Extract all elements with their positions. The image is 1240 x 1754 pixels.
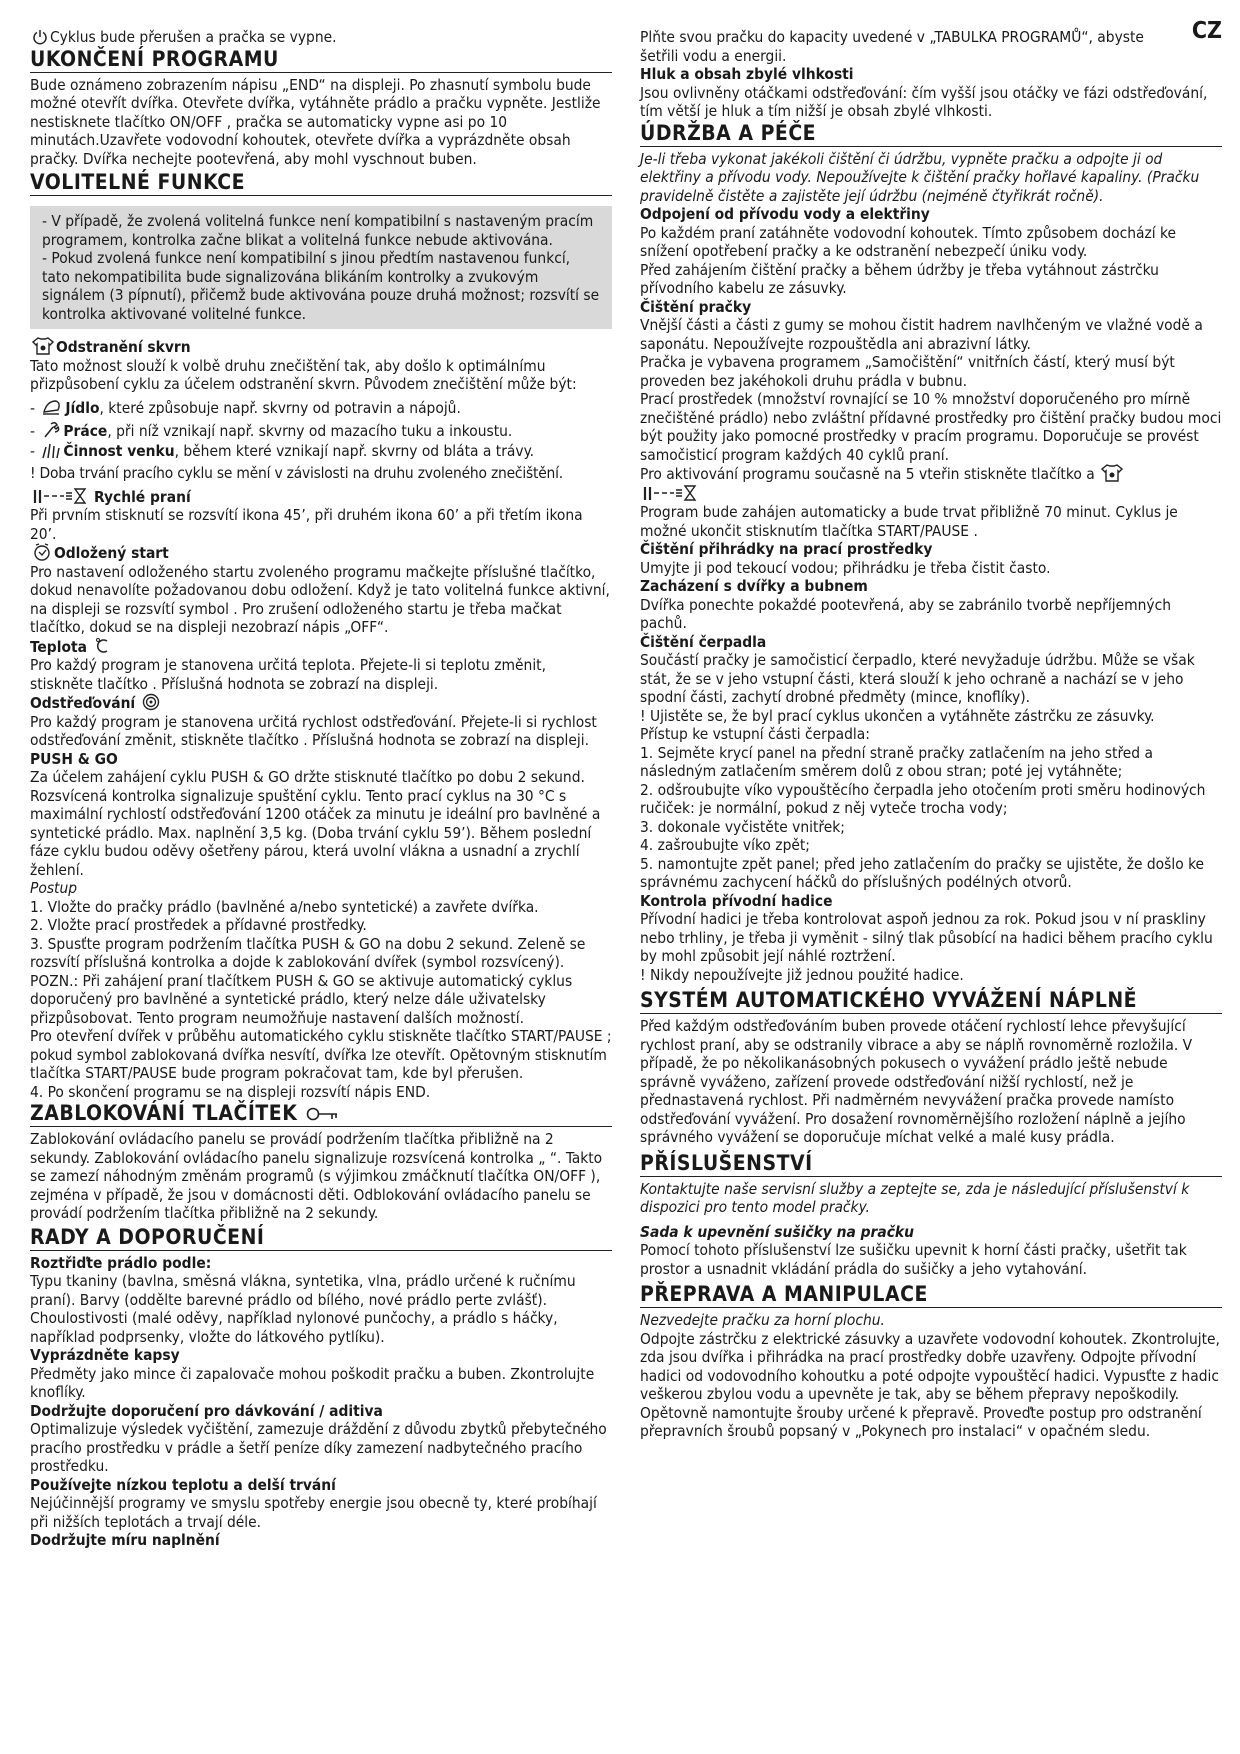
low-temp-heading: Používejte nízkou teplotu a delší trvání [30,1475,336,1494]
stain-removal-text: Tato možnost slouží k volbě druhu znečištění tak, aby došlo k optimálnímu přizpůsobení cyklu za účelem odstranění skvrn. Původem znečištění může být: [30,356,577,393]
balance-text: Před každým odstřeďováním buben provede otáčení rychlostí lehce převyšující rychlost praní, aby se odstranily vibrace a aby se náplň rovnoměrně rozložila. V případě, že po několikanásobných pokusech o vyvážení prádlo ještě nebude správně vyváženo, zařízení provede odstřeďování nižší rychlostí, než je přednastavená rychlost. Při nadměrném nevyvážení pračka provede namísto odstřeďování vyvážení. Pro dosažení rovnoměrnějšího rozložení náplně a jejího správného vyvážení se doporučuje míchat velké a malé kusy prádla. [640,1017,1193,1146]
noise-text: Jsou ovlivněny otáčkami odstřeďování: čím vyšší jsou otáčky ve fázi odstřeďování, tím větší je hluk a tím nižší je obsah zbylé vlhkosti. [640,83,1208,120]
drawer-heading: Čištění přihrádky na prací prostředky [640,540,933,558]
wrench-icon [41,421,61,439]
push-go-heading: PUSH & GO [30,749,118,768]
delay-start-text: Pro nastavení odloženého startu zvoleného programu mačkejte příslušné tlačítko, dokud nenavolíte požadovanou dobu odložení. Když je tato volitelná funkce aktivní, na displeji se rozsvítí symbol . Pro zrušení odloženého startu je třeba mačkat tlačítko, dokud se na displeji nezobrazí nápis „OFF“. [30,562,610,636]
spin-heading: Odstřeďování [30,693,612,713]
maintenance-intro: Je-li třeba vykonat jakékoli čištění či údržbu, vypněte pračku a odpojte ji od elektřiny a přívodu vody. Nepoužívejte k čištění pračky hořlavé kapaliny. (Pračku pravidelně čistěte a zajistěte její údržbu (nejméně čtyřikrát ročně). [640,149,1200,205]
load-text: Plňte svou pračku do kapacity uvedené v „TABULKA PROGRAMŮ“, abyste šetřili vodu a energii. [640,28,1144,65]
door-heading: Zacházení s dvířky a bubnem [640,577,868,595]
hose-heading: Kontrola přívodní hadice [640,891,833,910]
procedure-label: Postup [30,879,78,897]
sort-text: Typu tkaniny (bavlna, směsná vlákna, syntetika, vlna, prádlo určené k ručnímu praní). Barvy (oddělte barevné prádlo od bílého, nové prádlo perte zvlášť). Choulostivosti (malé oděvy, například nylonové punčochy, a prádlo s háčky, například podprsenky, vložte do látkového pytlíku). [30,1272,576,1346]
push-open-door: Pro otevření dvířek v průběhu automatického cyklu stiskněte tlačítko START/PAUSE ; pokud symbol zablokovaná dvířka nesvítí, dvířka lze otevřít. Opětovným stisknutím tlačítka START/PAUSE bude program pokračovat tam, kde byl přerušen. [30,1027,612,1082]
right-column [640,28,1222,1441]
pump-step-2: 2. odšroubujte víko vypouštěcího čerpadla jeho otočením proti směru hodinových ručiček: je normální, pokud z něj vyteče trocha vody; [640,780,1206,817]
note-line-2: - Pokud zvolená funkce není kompatibilní s jinou předtím nastavenou funkcí, tato nekompatibilita bude signalizována blikáním kontrolky a zvukovým signálem (3 pípnutí), přičemž bude aktivována pouze druhá možnost; rozsvítí se kontrolka aktivované volitelné funkce. [42,249,600,323]
push-step-4: 4. Po skončení programu se na displeji rozsvítí nápis END. [30,1082,431,1101]
disconnect-heading: Odpojení od přívodu vody a elektřiny [640,205,930,223]
food-icon [41,398,63,416]
cleaning-heading: Čištění pračky [640,297,752,316]
spin-icon [142,693,160,711]
push-step-1: 1. Vložte do pračky prádlo (bavlněné a/nebo syntetické) a zavřete dvířka. [30,897,539,916]
transport-subtitle: Nezvedejte pračku za horní plochu. [640,1311,885,1329]
push-step-2: 2. Vložte prací prostředek a přídavné prostředky. [30,916,367,934]
grass-icon [41,441,61,459]
language-code: CZ [1191,18,1222,44]
dosage-text: Optimalizuje výsledek vyčištění, zamezuje dráždění z důvodu zbytků přebytečného pracího prostředku v prádle a šetří peníze díky zamezení nadbytečného pracího prostředku. [30,1420,607,1475]
key-lock-heading: ZABLOKOVÁNÍ TLAČÍTEK [30,1101,612,1127]
noise-heading: Hluk a obsah zbylé vlhkosti [640,65,854,83]
sort-heading: Roztřiďte prádlo podle: [30,1253,212,1272]
quick-wash-icon [32,487,92,505]
stain-removal-heading: Odstranění skvrn [30,337,612,357]
cleaning-quick-icon-line [640,484,1222,504]
stain-outdoor-line: - Činnost venku, během které vznikají např. skvrny od bláta a trávy. [30,441,534,460]
stain-duration-note: ! Doba trvání pracího cyklu se mění v závislosti na druhu zvoleného znečištění. [30,464,563,482]
load-heading: Dodržujte míru naplnění [30,1531,220,1549]
pockets-text: Předměty jako mince či zapalovače mohou poškodit pračku a buben. Zkontrolujte knoflíky. [30,1364,595,1401]
cleaning-text-3: Prací prostředek (množství rovnající se 10 % množství doporučeného pro mírně znečištěné prádlo) nebo zvláštní přídavné prostředky pro čištění pračky budou moci být použity jako pomocné prostředky v pracím programu. Doporučuje se provést samočisticí program každých 40 cyklů praní. [640,390,1222,464]
kit-heading: Sada k upevnění sušičky na pračku [640,1222,914,1241]
stain-shirt-icon [1101,464,1123,482]
disconnect-text-1: Po každém praní zatáhněte vodovodní kohoutek. Tímto způsobem dochází ke snížení opotřebení pračky a ke odstranění nebezpečí úniku vody. [640,223,1176,260]
push-note: POZN.: Při zahájení praní tlačítkem PUSH & GO se aktivuje automatický cyklus doporučený pro bavlněné a syntetické prádlo, který nelze dále uživatelsky přizpůsobovat. Tento program neumožňuje nastavení dalších možností. [30,971,573,1027]
dosage-heading: Dodržujte doporučení pro dávkování / aditiva [30,1401,383,1420]
compatibility-note [30,206,612,329]
hose-warning: ! Nikdy nepoužívejte již jednou použité hadice. [640,965,964,984]
cleaning-text-2: Pračka je vybavena programem „Samočištění“ vnitřních částí, který musí být proveden bez jakéhokoli druhu prádla v bubnu. [640,353,1175,390]
cleaning-text-5: Program bude zahájen automaticky a bude trvat přibližně 70 minut. Cyklus je možné ukončit stisknutím tlačítka START/PAUSE . [640,503,1178,540]
temperature-icon [94,637,110,655]
end-program-text: Bude oznámeno zobrazením nápisu „END“ na displeji. Po zhasnutí symbolu bude možné otevřít dvířka. Otevřete dvířka, vytáhněte prádlo a pračku vypněte. Jestliže nestisknete tlačítko ON/OFF , pračka se automaticky vypne asi po 10 minutách.Uzavřete vodovodní kohoutek, otevřete dvířka a vyprázdněte obsah pračky. Dvířka nechejte pootevřená, aby mohl vyschnout buben. [30,75,601,168]
note-line-1: - V případě, že zvolená volitelná funkce není kompatibilní s nastaveným pracím programem, kontrolka začne blikat a volitelná funkce nebude aktivována. [42,212,594,249]
kit-text: Pomocí tohoto příslušenství lze sušičku upevnit k horní části pračky, ušetřit tak prostor a usnadnit vkládání prádla do sušičky a jeho vytahování. [640,1241,1187,1278]
balance-heading: SYSTÉM AUTOMATICKÉHO VYVÁŽENÍ NÁPLNĚ [640,988,1222,1014]
accessories-text: Kontaktujte naše servisní služby a zeptejte se, zda je následující příslušenství k dispozici pro tento model pračky. [640,1179,1190,1216]
pump-step-5: 5. namontujte zpět panel; před jeho zatlačením do pračky se ujistěte, že došlo ke správnému zachycení háčků do příslušných podélných otvorů. [640,854,1205,891]
temperature-heading: Teplota [30,637,612,657]
transport-text: Odpojte zástrčku z elektrické zásuvky a uzavřete vodovodní kohoutek. Zkontrolujte, zda jsou dvířka i přihrádka na prací prostředky dobře uzavřeny. Odpojte přívodní hadici od vodovodního kohoutku a poté odpojte vypouštěcí hadici. Vypusťte z hadic veškerou zbylou vodu a upevněte je tak, aby se během přepravy nepoškodily. Opětovně namontujte šrouby určené k přepravě. Proveďte postup pro odstranění přepravních šroubů popsaný v „Pokynech pro instalaci“ v opačném sledu. [640,1329,1220,1440]
hose-text: Přívodní hadici je třeba kontrolovat aspoň jednou za rok. Pokud jsou v ní praskliny nebo trhliny, je třeba ji vyměnit - silný tlak působící na hadici během pracího cyklu by mohl způsobit její náhlé roztržení. [640,910,1213,965]
door-text: Dvířka ponechte pokaždé pootevřená, aby se zabránilo tvorbě nepříjemných pachů. [640,595,1171,632]
cycle-stop-line: Cyklus bude přerušen a pračka se vypne. [30,28,612,47]
pockets-heading: Vyprázdněte kapsy [30,1346,180,1364]
pump-step-1: 1. Sejměte krycí panel na přední straně pračky zatlačením na jeho střed a následným zatlačením směrem dolů z obou stran; poté jej vytáhněte; [640,743,1153,780]
power-icon [32,29,48,45]
low-temp-text: Nejúčinnější programy ve smyslu spotřeby energie jsou obecně ty, které probíhají při nižších teplotách a trvají déle. [30,1494,597,1531]
pump-warning: ! Ujistěte se, že byl prací cyklus ukončen a vytáhněte zástrčku ze zásuvky. [640,706,1155,725]
stain-work-line: - Práce, při níž vznikají např. skvrny od mazacího tuku a inkoustu. [30,422,513,440]
key-icon [306,1105,340,1123]
pump-heading: Čištění čerpadla [640,632,767,651]
accessories-heading: PŘÍSLUŠENSTVÍ [640,1151,1222,1177]
cleaning-text-4: Pro aktivování programu současně na 5 vteřin stiskněte tlačítko a [640,464,1222,484]
delay-start-heading: Odložený start [30,543,612,563]
optional-functions-heading: VOLITELNÉ FUNKCE [30,170,612,196]
quick-wash-heading: Rychlé praní [30,487,612,507]
spin-text: Pro každý program je stanovena určitá rychlost odstřeďování. Přejete-li si rychlost odstřeďování změnit, stiskněte tlačítko . Příslušná hodnota se zobrazí na displeji. [30,712,597,749]
delay-clock-icon [32,543,52,561]
pump-step-3: 3. dokonale vyčistěte vnitřek; [640,817,845,836]
quick-wash-icon [642,484,702,502]
push-go-text: Za účelem zahájení cyklu PUSH & GO držte stisknuté tlačítko po dobu 2 sekund. Rozsvícená kontrolka signalizuje spuštění cyklu. Tento prací cyklus na 30 °C s maximální rychlostí odstřeďování 1200 otáček za minutu je ideální pro bavlněné a syntetické prádlo. Max. naplnění 3,5 kg. (Doba trvání cyklu 59’). Během poslední fáze cyklu budou oděvy ošetřeny párou, která uvolní vlákna a usnadní a zrychlí žehlení. [30,768,601,879]
stain-shirt-icon [32,337,54,355]
key-lock-text: Zablokování ovládacího panelu se provádí podržením tlačítka přibližně na 2 sekundy. Zablokování ovládacího panelu signalizuje rozsvícená kontrolka „ “. Takto se zamezí náhodným změnám programů (s výjimkou zmáčknutí tlačítka ON/OFF ), zejména v případě, že jsou v domácnosti děti. Odblokování ovládacího panelu se provádí podržením tlačítka přibližně na 2 sekundy. [30,1130,603,1222]
temperature-text: Pro každý program je stanovena určitá teplota. Přejete-li si teplotu změnit, stiskněte tlačítko . Příslušná hodnota se zobrazí na displeji. [30,656,546,693]
quick-wash-text: Při prvním stisknutí se rozsvítí ikona 45’, při druhém ikona 60’ a při třetím ikona 20’. [30,506,583,543]
end-program-heading: UKONČENÍ PROGRAMU [30,47,612,73]
drawer-text: Umyjte ji pod tekoucí vodou; přihrádku je třeba čistit často. [640,558,1051,577]
disconnect-text-2: Před zahájením čištění pračky a během údržby je třeba vytáhnout zástrčku přívodního kabelu ze zásuvky. [640,260,1159,297]
tips-heading: RADY A DOPORUČENÍ [30,1225,612,1251]
stain-food-line: - Jídlo, které způsobuje např. skvrny od potravin a nápojů. [30,398,461,417]
push-step-3: 3. Spusťte program podržením tlačítka PUSH & GO na dobu 2 sekund. Zeleně se rozsvítí příslušná kontrolka a dojde k zablokování dvířek (symbol rozsvícený). [30,934,586,971]
maintenance-heading: ÚDRŽBA A PÉČE [640,121,1222,147]
pump-text: Součástí pračky je samočisticí čerpadlo, které nevyžaduje údržbu. Může se však stát, že se v jeho vstupní části, která slouží k jeho ochraně a nachází se v jeho spodní části, zachytí drobné předměty (mince, knoflíky). [640,651,1195,706]
left-column [30,28,612,1550]
pump-step-4: 4. zašroubujte víko zpět; [640,836,810,854]
cleaning-text-1: Vnější části a části z gumy se mohou čistit hadrem navlhčeným ve vlažné vodě a saponátu. Nepoužívejte rozpouštědla ani abrazivní látky. [640,316,1203,353]
pump-access: Přístup ke vstupní části čerpadla: [640,725,870,743]
transport-heading: PŘEPRAVA A MANIPULACE [640,1282,1222,1308]
